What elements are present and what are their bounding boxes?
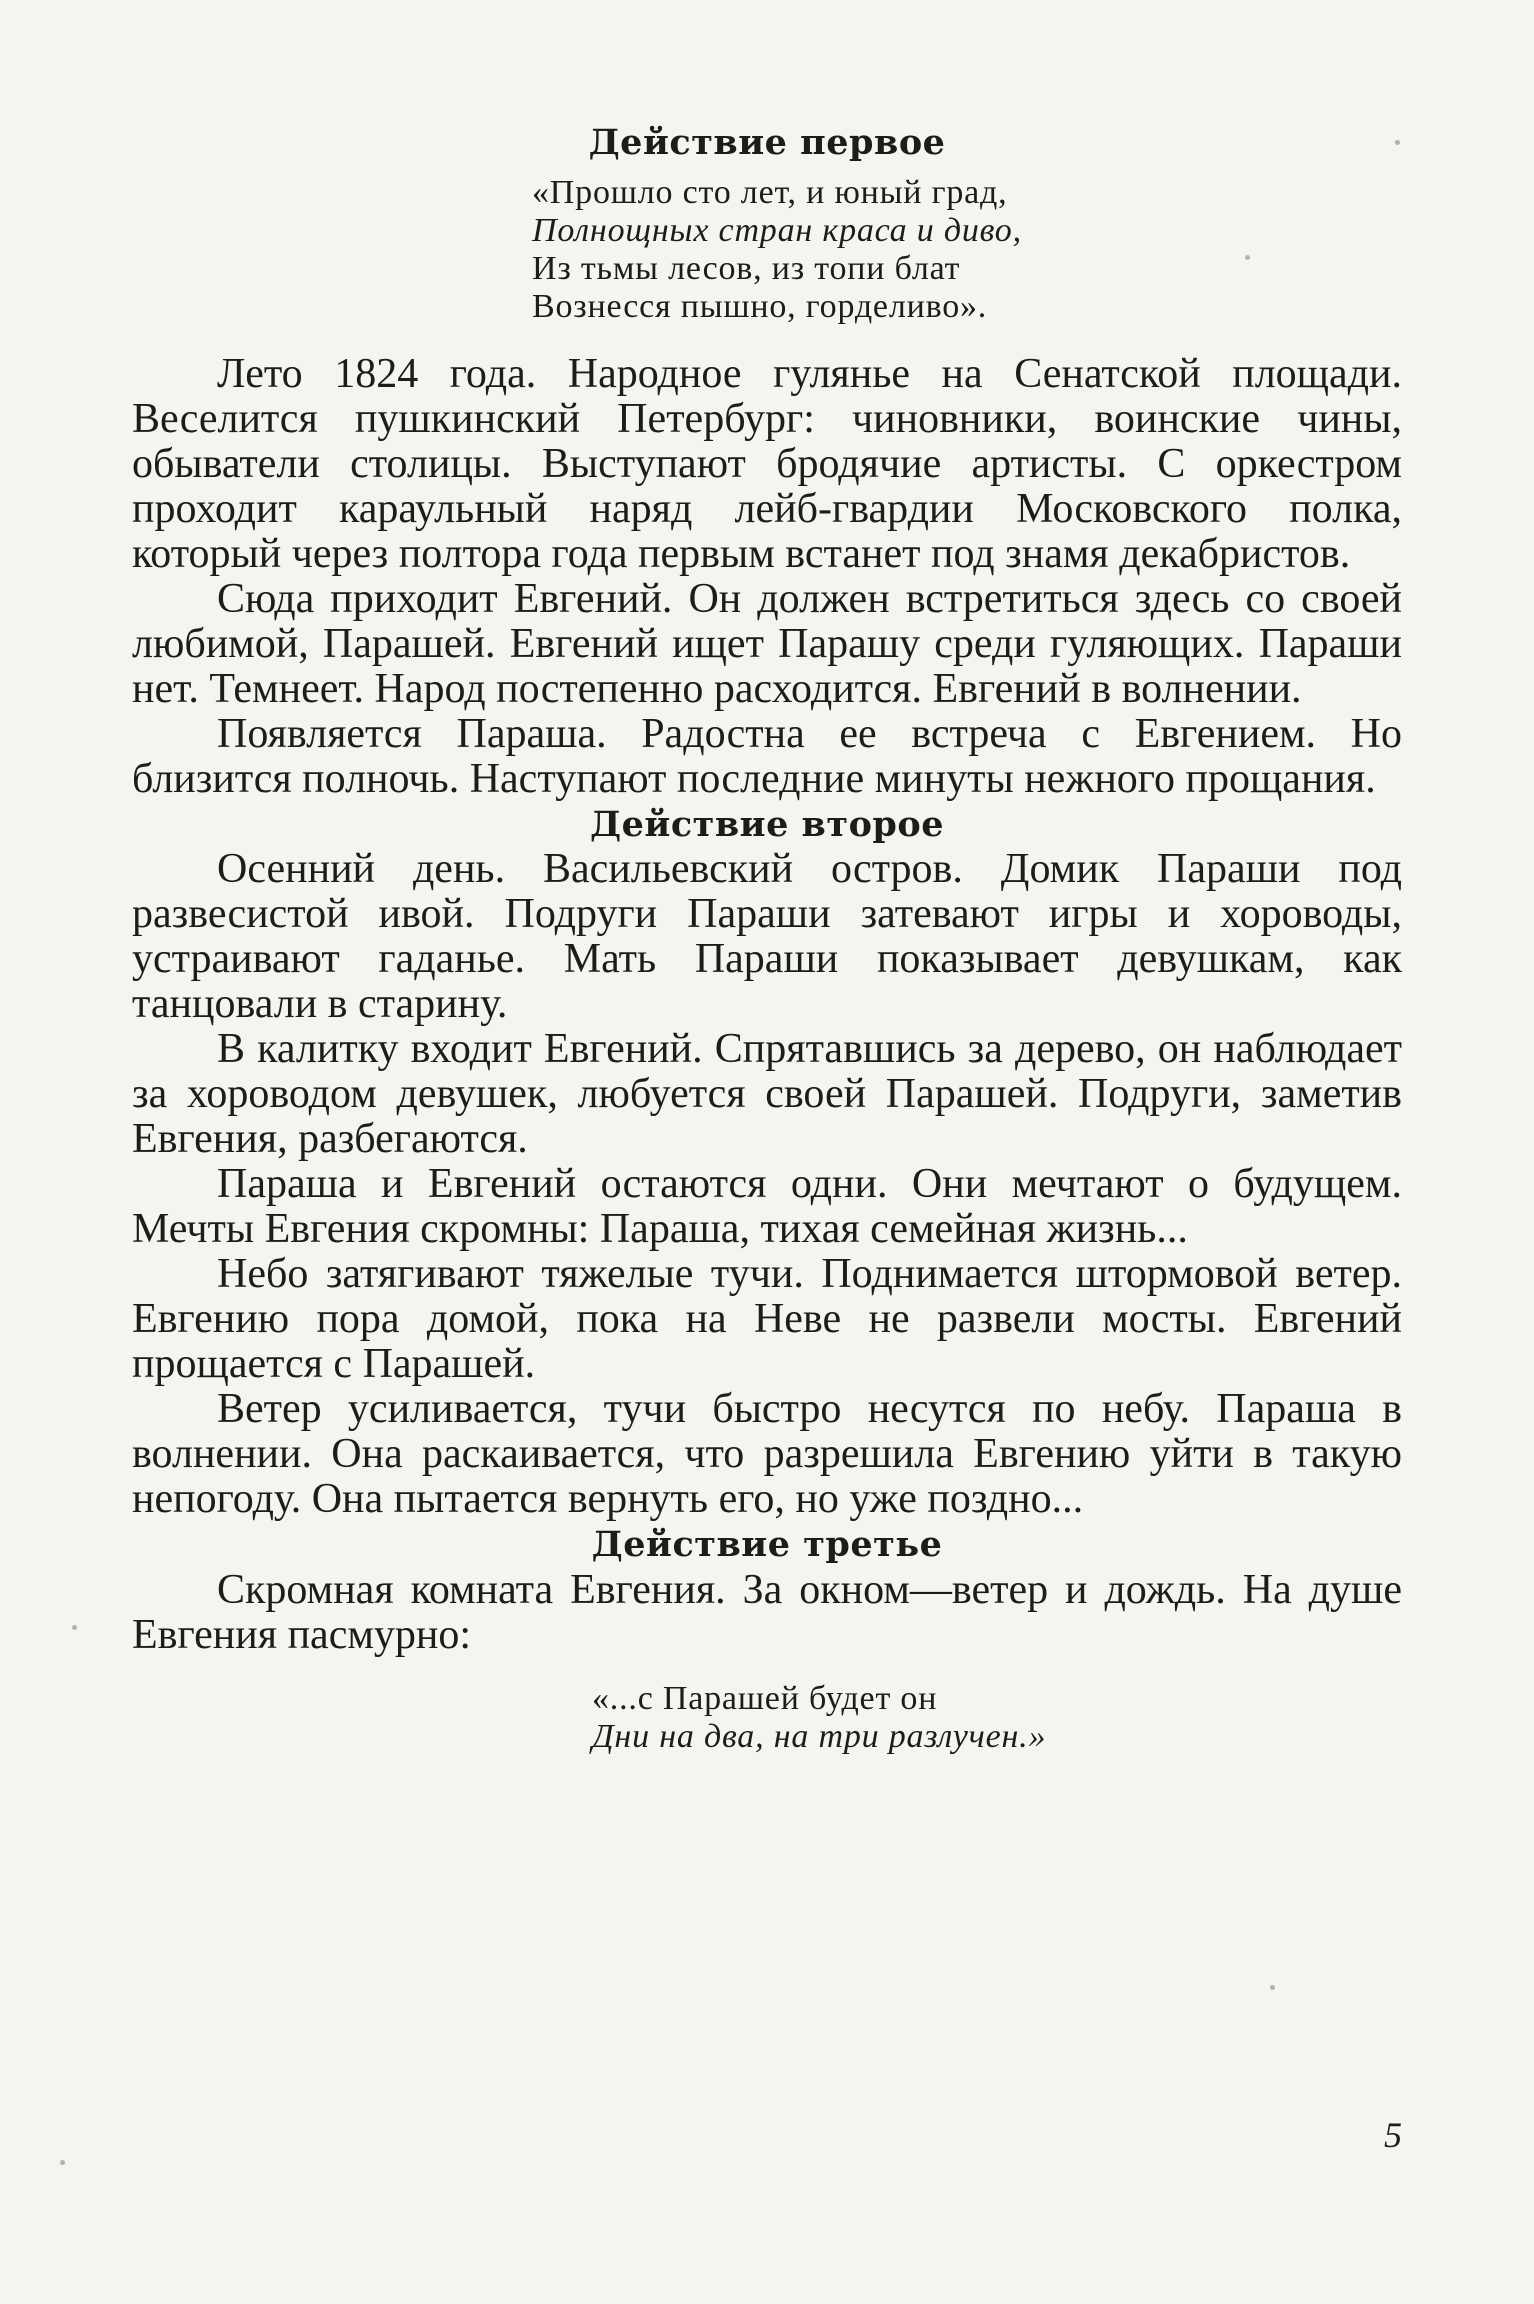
act-1-title: Действие первое bbox=[588, 122, 946, 163]
epigraph-line: Вознесся пышно, горделиво». bbox=[532, 287, 988, 325]
scan-speck bbox=[60, 2160, 65, 2165]
act-2-paragraph: Осенний день. Васильевский остров. Домик Параши под развесистой ивой. Подруги Параши затевают игры и хороводы, устраивают гаданье. Мать Параши показывает девушкам, как танцовали в старину. bbox=[132, 846, 1402, 1027]
epigraph-line: «Прошло сто лет, и юный град, bbox=[532, 173, 1008, 211]
act-3-title: Действие третье bbox=[591, 1524, 943, 1565]
act-1-paragraph: Сюда приходит Евгений. Он должен встретиться здесь со своей любимой, Парашей. Евгений ищет Парашу среди гуляющих. Параши нет. Темнеет. Народ постепенно расходится. Евгений в волнении. bbox=[132, 575, 1402, 712]
act-1-paragraph: Появляется Параша. Радостна ее встреча с Евгением. Но близится полночь. Наступают последние минуты нежного прощания. bbox=[132, 710, 1402, 802]
quote-line: Дни на два, на три разлучен.» bbox=[592, 1717, 1047, 1755]
scan-speck bbox=[72, 1625, 77, 1630]
scan-speck bbox=[1270, 1985, 1275, 1990]
book-page bbox=[132, 120, 1402, 2220]
act-2-paragraph: Ветер усиливается, тучи быстро несутся по небу. Параша в волнении. Она раскаивается, что разрешила Евгению уйти в такую непогоду. Она пытается вернуть его, но уже поздно... bbox=[132, 1386, 1402, 1522]
epigraph-line: Из тьмы лесов, из топи блат bbox=[532, 249, 961, 287]
act-1-paragraph: Лето 1824 года. Народное гулянье на Сенатской площади. Веселится пушкинский Петербург: чиновники, воинские чины, обыватели столицы. Выступают бродячие артисты. С оркестром проходит караульный наряд лейб-гвардии Московского полка, который через полтора года первым встанет под знамя декабристов. bbox=[132, 350, 1402, 577]
act-2-paragraph: Небо затягивают тяжелые тучи. Поднимается штормовой ветер. Евгению пора домой, пока на Неве не развели мосты. Евгений прощается с Парашей. bbox=[132, 1251, 1402, 1387]
act-3-quote bbox=[422, 1680, 1112, 1756]
scan-speck bbox=[1395, 140, 1400, 145]
quote-line: «...с Парашей будет он bbox=[592, 1679, 938, 1717]
act-1-epigraph bbox=[402, 174, 1132, 326]
act-2-paragraph: В калитку входит Евгений. Спрятавшись за дерево, он наблюдает за хороводом девушек, любуется своей Парашей. Подруги, заметив Евгения, разбегаются. bbox=[132, 1026, 1402, 1162]
epigraph-line: Полнощных стран краса и диво, bbox=[532, 211, 1022, 249]
act-3-paragraph: Скромная комната Евгения. За окном—ветер и дождь. На душе Евгения пасмурно: bbox=[132, 1566, 1402, 1658]
act-2-title: Действие второе bbox=[589, 803, 944, 845]
scan-speck bbox=[1245, 255, 1250, 260]
act-2-paragraph: Параша и Евгений остаются одни. Они мечтают о будущем. Мечты Евгения скромны: Параша, тихая семейная жизнь... bbox=[132, 1161, 1402, 1252]
page-number: 5 bbox=[1384, 2115, 1402, 2155]
